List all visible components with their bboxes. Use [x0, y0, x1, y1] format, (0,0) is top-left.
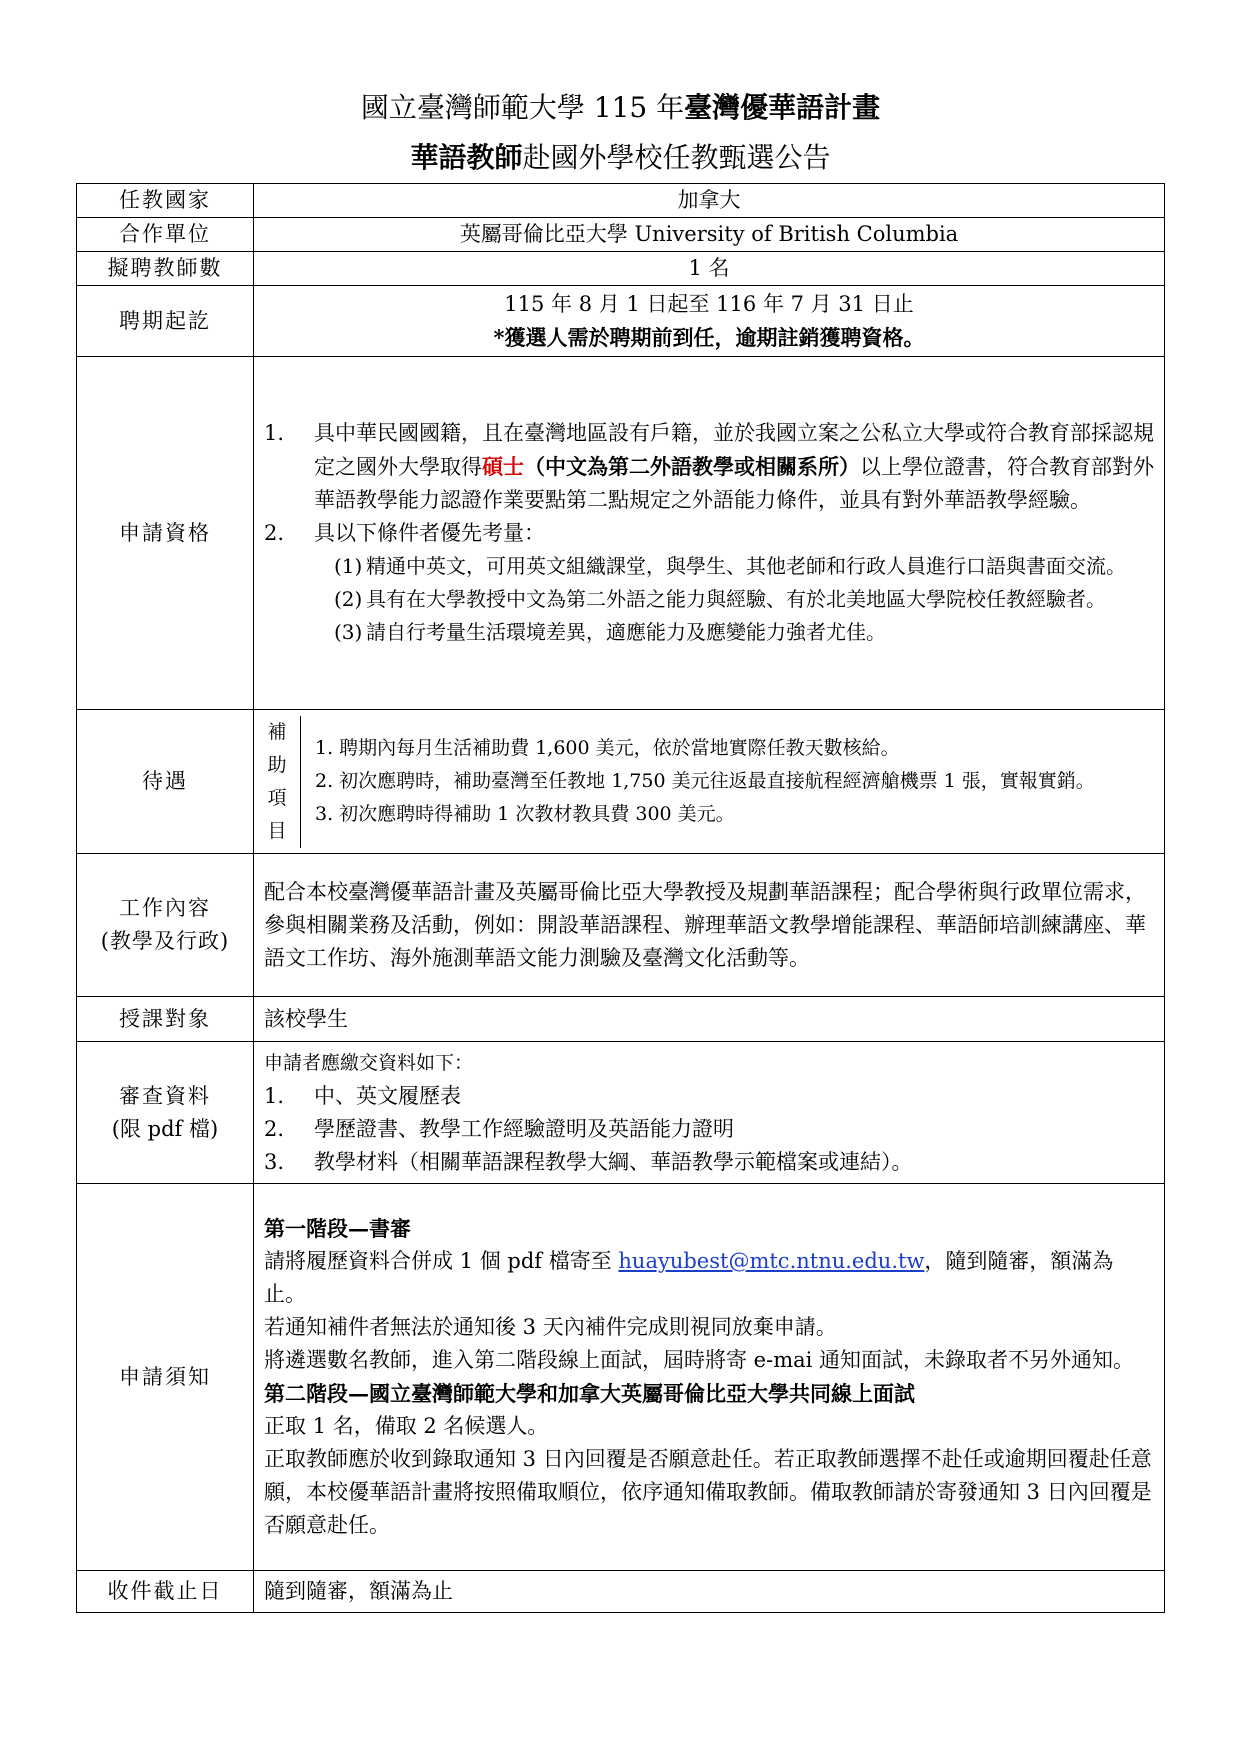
benefits-cell	[254, 710, 1165, 854]
benefits-label: 待遇	[77, 710, 254, 854]
title-line-2	[0, 140, 1241, 176]
term-note: *獲選人需於聘期前到任，逾期註銷獲聘資格。	[493, 325, 925, 350]
row-benefits	[77, 710, 1165, 854]
row-students	[77, 997, 1165, 1042]
qualifications-label: 申請資格	[77, 357, 254, 710]
benefits-inner-table	[254, 716, 1164, 848]
row-documents	[77, 1042, 1165, 1184]
qualification-item-1: 1. 具中華民國國籍，且在臺灣地區設有戶籍，並於我國立案之公私立大學或符合教育部採認規定之國外大學取得碩士（中文為第二外語教學或相關系所）以上學位證書，符合教育部對外華語教學能力認證作業要點第二點規定之外語能力條件，並具有對外華語教學經驗。	[264, 421, 1154, 512]
deadline-label: 收件截止日	[77, 1571, 254, 1613]
documents-intro: 申請者應繳交資料如下：	[264, 1051, 474, 1074]
partner-value: 英屬哥倫比亞大學 University of British Columbia	[254, 218, 1165, 252]
benefit-item: 1. 聘期內每月生活補助費 1,600 美元，依於當地實際任教天數核給。	[315, 737, 900, 759]
preference-item: (2) 具有在大學教授中文為第二外語之能力與經驗、有於北美地區大學院校任教經驗者。	[334, 587, 1106, 611]
duties-label: 工作內容 (教學及行政)	[77, 854, 254, 997]
notice-paragraph: 將遴選數名教師，進入第二階段線上面試，屆時將寄 e-mai 通知面試，未錄取者不另外通知。	[264, 1348, 1135, 1372]
documents-label: 審查資料 (限 pdf 檔)	[77, 1042, 254, 1184]
qualifications-cell	[254, 357, 1165, 710]
title-line-1	[0, 90, 1241, 126]
term-value: 115 年 8 月 1 日起至 116 年 7 月 31 日止	[504, 292, 914, 316]
term-label: 聘期起訖	[77, 286, 254, 357]
document-item: 3. 教學材料（相關華語課程教學大綱、華語教學示範檔案或連結）。	[264, 1149, 913, 1174]
email-link[interactable]: huayubest@mtc.ntnu.edu.tw	[618, 1249, 925, 1273]
count-label: 擬聘教師數	[77, 252, 254, 286]
documents-cell	[254, 1042, 1165, 1184]
title-subject: 赴國外學校任教甄選公告	[522, 141, 831, 174]
partner-label: 合作單位	[77, 218, 254, 252]
count-value: 1 名	[254, 252, 1165, 286]
document-item: 2. 學歷證書、教學工作經驗證明及英語能力證明	[264, 1116, 734, 1141]
row-term	[77, 286, 1165, 357]
country-value: 加拿大	[254, 184, 1165, 218]
title-institution: 國立臺灣師範大學 115 年	[360, 91, 685, 124]
row-duties	[77, 854, 1165, 997]
title-program: 臺灣優華語計畫	[684, 91, 881, 124]
degree-highlight: 碩士	[482, 454, 524, 479]
qualification-item-2: 2. 具以下條件者優先考量：	[264, 521, 545, 545]
notice-paragraph: 正取教師應於收到錄取通知 3 日內回覆是否願意赴任。若正取教師選擇不赴任或逾期回覆赴任意願，本校優華語計畫將按照備取順位，依序通知備取教師。備取教師請於寄發通知 3 日內回覆是否願意赴任。	[264, 1447, 1152, 1537]
document-item: 1. 中、英文履歷表	[264, 1083, 461, 1108]
subsidy-heading: 補 助 項 目	[254, 716, 301, 848]
country-label: 任教國家	[77, 184, 254, 218]
row-notice	[77, 1184, 1165, 1571]
title-role: 華語教師	[410, 141, 523, 174]
announcement-table	[76, 183, 1165, 1613]
preference-item: (3) 請自行考量生活環境差異，適應能力及應變能力強者尤佳。	[334, 620, 886, 644]
notice-paragraph: 請將履歷資料合併成 1 個 pdf 檔寄至 huayubest@mtc.ntnu.edu.tw，隨到隨審，額滿為止。	[264, 1249, 1114, 1306]
row-qualifications	[77, 357, 1165, 710]
preference-item: (1) 精通中英文，可用英文組織課堂，與學生、其他老師和行政人員進行口語與書面交流。	[334, 554, 1126, 578]
students-label: 授課對象	[77, 997, 254, 1042]
notice-paragraph: 正取 1 名，備取 2 名候選人。	[264, 1414, 549, 1438]
benefit-items	[301, 716, 1165, 848]
notice-paragraph: 若通知補件者無法於通知後 3 天內補件完成則視同放棄申請。	[264, 1315, 837, 1339]
stage1-title: 第一階段—書審	[264, 1216, 411, 1241]
stage2-title: 第二階段—國立臺灣師範大學和加拿大英屬哥倫比亞大學共同線上面試	[264, 1381, 915, 1406]
notice-cell	[254, 1184, 1165, 1571]
duties-text: 配合本校臺灣優華語計畫及英屬哥倫比亞大學教授及規劃華語課程；配合學術與行政單位需求，參與相關業務及活動，例如：開設華語課程、辦理華語文教學增能課程、華語師培訓練講座、華語文工作坊、海外施測華語文能力測驗及臺灣文化活動等。	[254, 854, 1165, 997]
students-value: 該校學生	[254, 997, 1165, 1042]
deadline-value: 隨到隨審，額滿為止	[254, 1571, 1165, 1613]
row-partner	[77, 218, 1165, 252]
benefit-item: 2. 初次應聘時，補助臺灣至任教地 1,750 美元往返最直接航程經濟艙機票 1 張，實報實銷。	[315, 770, 1095, 792]
row-deadline	[77, 1571, 1165, 1613]
benefit-item: 3. 初次應聘時得補助 1 次教材教具費 300 美元。	[315, 803, 735, 825]
notice-label: 申請須知	[77, 1184, 254, 1571]
row-count	[77, 252, 1165, 286]
term-cell	[254, 286, 1165, 357]
row-country	[77, 184, 1165, 218]
